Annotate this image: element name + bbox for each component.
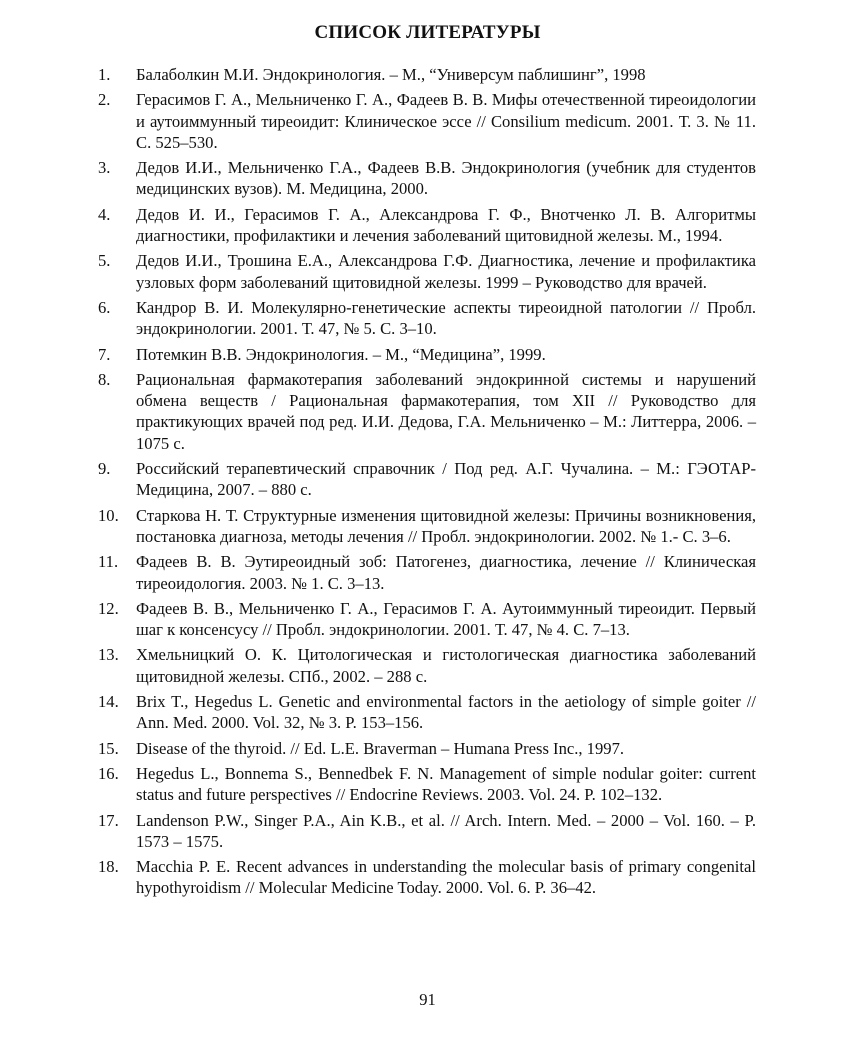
reference-text: Рациональная фармакотерапия заболеваний эндокринной системы и нарушений обмена веществ / Рациональная фармакотерапия, том XII // Руководство для практикующих врачей под ред. И.И. Дедова, Г.А. Мельниченко – М.: Литтерра, 2006. – 1075 с. [136, 369, 756, 453]
reference-text: Landenson P.W., Singer P.A., Ain K.B., et al. // Arch. Intern. Med. – 2000 – Vol. 160. – P. 1573 – 1575. [136, 810, 756, 851]
reference-text: Дедов И.И., Трошина Е.А., Александрова Г.Ф. Диагностика, лечение и профилактика узловых форм заболеваний щитовидной железы. 1999 – Руководство для врачей. [136, 251, 756, 292]
reference-number: 18. [98, 857, 119, 877]
reference-text: Герасимов Г. А., Мельниченко Г. А., Фадеев В. В. Мифы отечественной тиреоидологии и аутоиммунный тиреоидит: Клиническое эссе // Consilium medicum. 2001. Т. 3. № 11. С. 525–530. [136, 90, 756, 152]
reference-item [98, 458, 756, 501]
reference-item [98, 250, 756, 293]
reference-item [98, 157, 756, 200]
reference-number: 7. [98, 344, 111, 364]
reference-text: Macchia P. E. Recent advances in understanding the molecular basis of primary congenital hypothyroidism // Molecular Medicine Today. 2000. Vol. 6. P. 36–42. [136, 857, 756, 898]
reference-number: 4. [98, 204, 111, 224]
reference-text: Дедов И. И., Герасимов Г. А., Александрова Г. Ф., Внотченко Л. В. Алгоритмы диагностики, профилактики и лечения заболеваний щитовидной железы. М., 1994. [136, 204, 756, 246]
reference-text: Фадеев В. В. Эутиреоидный зоб: Патогенез, диагностика, лечение // Клиническая тиреоидология. 2003. № 1. С. 3–13. [136, 552, 756, 593]
reference-text: Российский терапевтический справочник / Под ред. А.Г. Чучалина. – М.: ГЭОТАР-Медицина, 2007. – 880 с. [136, 459, 756, 500]
reference-item [98, 856, 756, 899]
reference-item [98, 89, 756, 153]
reference-text: Балаболкин М.И. Эндокринология. – М., “Универсум паблишинг”, 1998 [136, 65, 646, 84]
reference-number: 10. [98, 505, 119, 525]
reference-text: Hegedus L., Bonnema S., Bennedbek F. N. Management of simple nodular goiter: current status and future perspectives // Endocrine Reviews. 2003. Vol. 24. P. 102–132. [136, 763, 756, 805]
reference-item [98, 204, 756, 247]
reference-number: 3. [98, 158, 111, 178]
reference-item [98, 691, 756, 734]
reference-item [98, 763, 756, 806]
reference-number: 14. [98, 692, 119, 712]
reference-number: 16. [98, 763, 119, 783]
reference-number: 8. [98, 369, 111, 389]
reference-item [98, 644, 756, 687]
reference-item [98, 505, 756, 548]
reference-text: Дедов И.И., Мельниченко Г.А., Фадеев В.В. Эндокринология (учебник для студентов медицинских вузов). М. Медицина, 2000. [136, 158, 756, 199]
reference-number: 12. [98, 598, 119, 618]
reference-text: Кандрор В. И. Молекулярно-генетические аспекты тиреоидной патологии // Пробл. эндокринологии. 2001. Т. 47, № 5. С. 3–10. [136, 297, 756, 339]
reference-number: 9. [98, 459, 111, 479]
reference-item [98, 598, 756, 641]
reference-text: Старкова Н. Т. Структурные изменения щитовидной железы: Причины возникновения, постановка диагноза, методы лечения // Пробл. эндокринологии. 2002. № 1.- С. 3–6. [136, 505, 756, 546]
reference-number: 17. [98, 810, 119, 830]
reference-item [98, 297, 756, 340]
page-title: СПИСОК ЛИТЕРАТУРЫ [314, 22, 541, 43]
reference-number: 15. [98, 738, 119, 758]
reference-item [98, 738, 756, 759]
reference-number: 13. [98, 645, 119, 665]
reference-number: 5. [98, 251, 111, 271]
reference-item [98, 810, 756, 853]
reference-text: Хмельницкий О. К. Цитологическая и гистологическая диагностика заболеваний щитовидной железы. СПб., 2002. – 288 с. [136, 645, 756, 686]
reference-number: 1. [98, 65, 111, 84]
reference-item [98, 369, 756, 454]
reference-text: Disease of the thyroid. // Ed. L.E. Braverman – Humana Press Inc., 1997. [136, 738, 625, 758]
reference-text: Фадеев В. В., Мельниченко Г. А., Герасимов Г. А. Аутоиммунный тиреоидит. Первый шаг к консенсусу // Пробл. эндокринологии. 2001. Т. 47, № 4. С. 7–13. [136, 598, 756, 640]
reference-text: Brix T., Hegedus L. Genetic and environmental factors in the aetiology of simple goiter // Ann. Med. 2000. Vol. 32, № 3. P. 153–156. [136, 692, 756, 733]
page-number: 91 [419, 990, 436, 1009]
reference-number: 11. [98, 552, 119, 572]
reference-number: 6. [98, 297, 111, 317]
reference-text: Потемкин В.В. Эндокринология. – М., “Медицина”, 1999. [136, 344, 546, 364]
reference-item [98, 551, 756, 594]
reference-item [98, 344, 756, 365]
reference-number: 2. [98, 90, 111, 110]
reference-list [98, 64, 756, 903]
reference-item [98, 64, 756, 85]
